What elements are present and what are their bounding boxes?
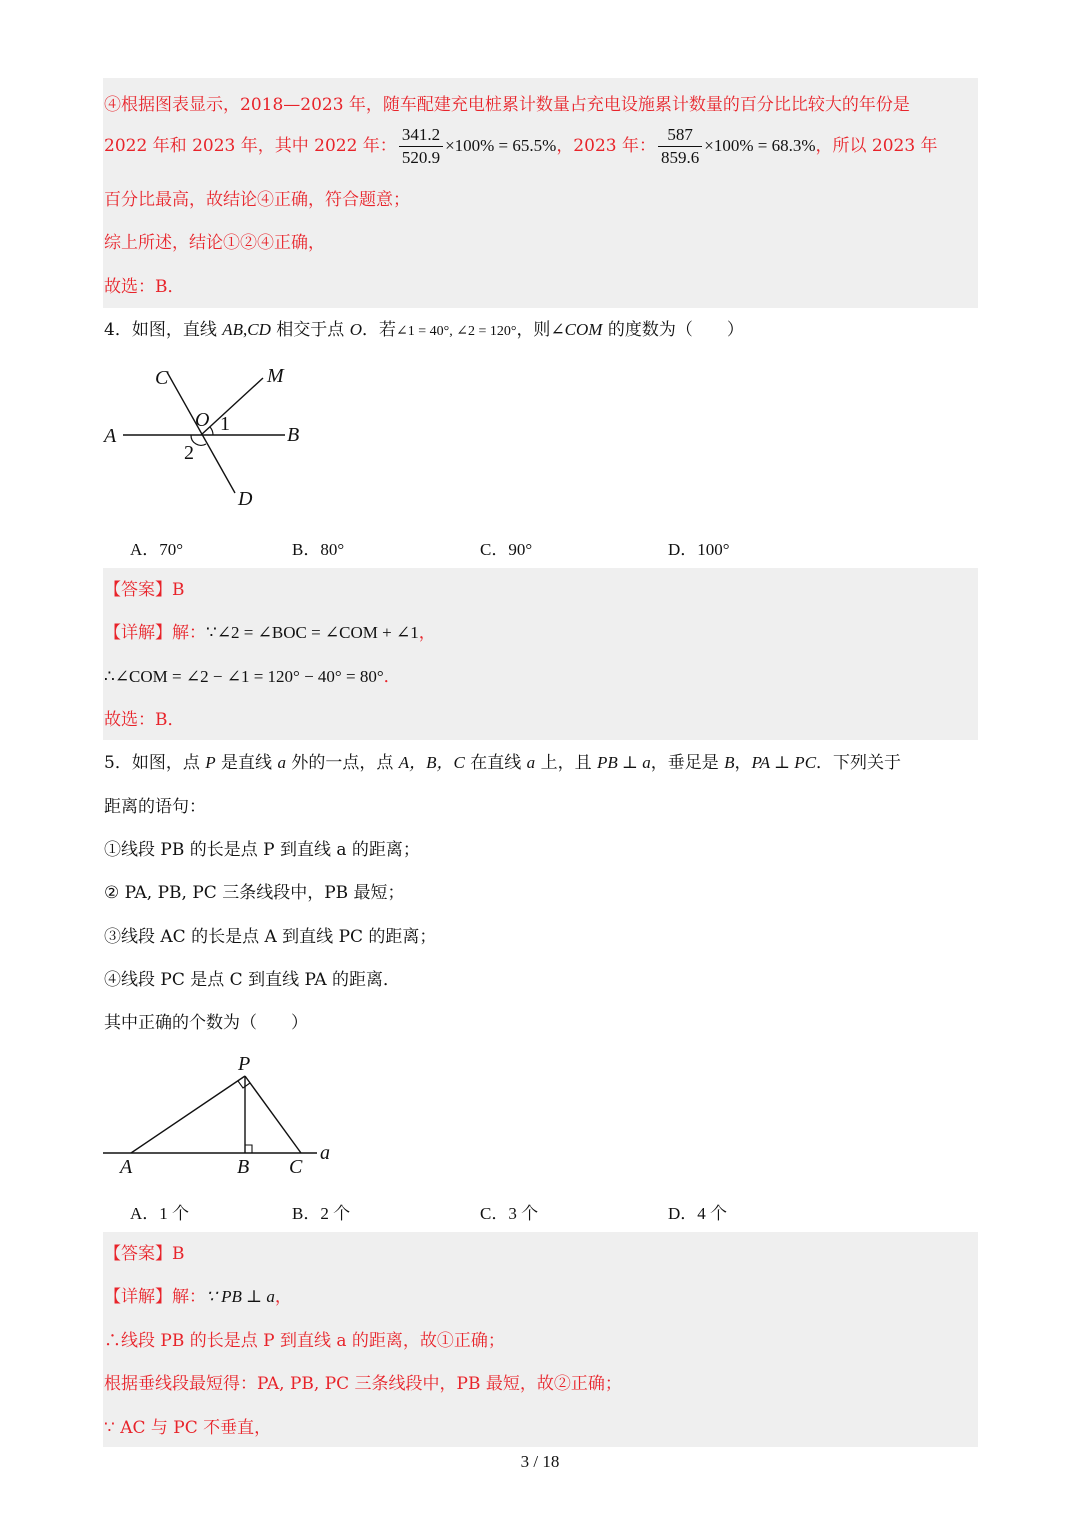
q5-statement-4: ④线段 PC 是点 C 到直线 PA 的距离．	[104, 970, 401, 990]
label-p: P	[238, 1053, 251, 1075]
q5-stem-1: 5．如图，点 P 是直线 a 外的一点，点 A，B，C 在直线 a 上，且 PB ⊥ a，垂足是 B，PA ⊥ PC．下列关于	[104, 753, 902, 773]
prev-line-2: 2022 年和 2023 年，其中 2022 年： $\frac{341.2}{520.9}$ ×100% = 65.5%，2023 年： $\frac{587}{859.6}$ ×100% = 68.3%，所以 2023 年	[104, 125, 938, 167]
q4-option-d: D．100°	[668, 540, 730, 559]
label-o: O	[195, 409, 210, 431]
label-2: 2	[184, 442, 194, 464]
prev-line-4: 综上所述，结论①②④正确，	[104, 233, 325, 253]
label-a-point: A	[120, 1156, 133, 1178]
q5-detail-3: 根据垂线段最短得：PA, PB, PC 三条线段中，PB 最短，故②正确；	[104, 1374, 622, 1394]
label-b: B	[287, 424, 300, 446]
page-number: 3 / 18	[520, 1452, 560, 1471]
q4-choose: 故选：B．	[104, 710, 185, 730]
q5-option-c: C．3 个	[480, 1204, 539, 1223]
q4-stem: 4．如图，直线 AB,CD 相交于点 O．若∠1 = 40°, ∠2 = 120°，则∠COM 的度数为（ ）	[104, 320, 744, 340]
segment-pa	[131, 1076, 245, 1153]
prev-line-5: 故选：B．	[104, 277, 185, 297]
label-m: M	[267, 365, 284, 387]
q4-option-a: A．70°	[130, 540, 184, 559]
label-c: C	[155, 367, 169, 389]
right-angle-b	[245, 1145, 252, 1153]
ray-om	[201, 378, 263, 435]
label-c-point: C	[289, 1156, 303, 1178]
q4-detail: 【详解】解：∵∠2 = ∠BOC = ∠COM + ∠1，	[104, 623, 436, 643]
q5-question: 其中正确的个数为（ ）	[104, 1013, 308, 1033]
q5-statement-2: ② PA, PB, PC 三条线段中，PB 最短；	[104, 883, 405, 903]
prev-line-1: ④根据图表显示，2018—2023 年，随车配建充电桩累计数量占充电设施累计数量的百分比比较大的年份是	[104, 95, 910, 115]
label-b-point: B	[237, 1156, 250, 1178]
fraction-2023: $\frac{587}{859.6}$	[658, 124, 702, 169]
label-d: D	[238, 488, 253, 510]
q4-detail-2: ∴∠COM = ∠2 − ∠1 = 120° − 40° = 80°．	[104, 667, 401, 687]
q5-stem-2: 距离的语句：	[104, 797, 206, 817]
q5-answer: 【答案】B	[104, 1244, 185, 1264]
angle-1-arc	[210, 427, 213, 435]
q4-answer: 【答案】B	[104, 580, 185, 600]
q4-option-b: B．80°	[292, 540, 345, 559]
right-angle-p	[238, 1081, 250, 1088]
q5-detail: 【详解】解：∵ PB ⊥ a，	[104, 1287, 292, 1307]
label-1: 1	[220, 413, 230, 435]
prev-line-3: 百分比最高，故结论④正确，符合题意；	[104, 190, 410, 210]
q5-detail-4: ∵ AC 与 PC 不垂直，	[104, 1418, 272, 1438]
q5-statement-3: ③线段 AC 的长是点 A 到直线 PC 的距离；	[104, 927, 437, 947]
fraction-2022: $\frac{341.2}{520.9}$	[399, 124, 443, 169]
segment-pc	[245, 1076, 301, 1153]
label-a: A	[104, 425, 117, 447]
solution-box-q4	[103, 568, 978, 740]
q5-figure	[95, 1048, 345, 1180]
q4-option-c: C．90°	[480, 540, 533, 559]
q5-option-d: D．4 个	[668, 1204, 728, 1223]
q5-option-a: A．1 个	[130, 1204, 190, 1223]
q4-figure	[95, 360, 325, 515]
q5-detail-2: ∴线段 PB 的长是点 P 到直线 a 的距离，故①正确；	[104, 1331, 505, 1351]
label-line-a: a	[320, 1142, 330, 1164]
q5-option-b: B．2 个	[292, 1204, 351, 1223]
q5-statement-1: ①线段 PB 的长是点 P 到直线 a 的距离；	[104, 840, 420, 860]
